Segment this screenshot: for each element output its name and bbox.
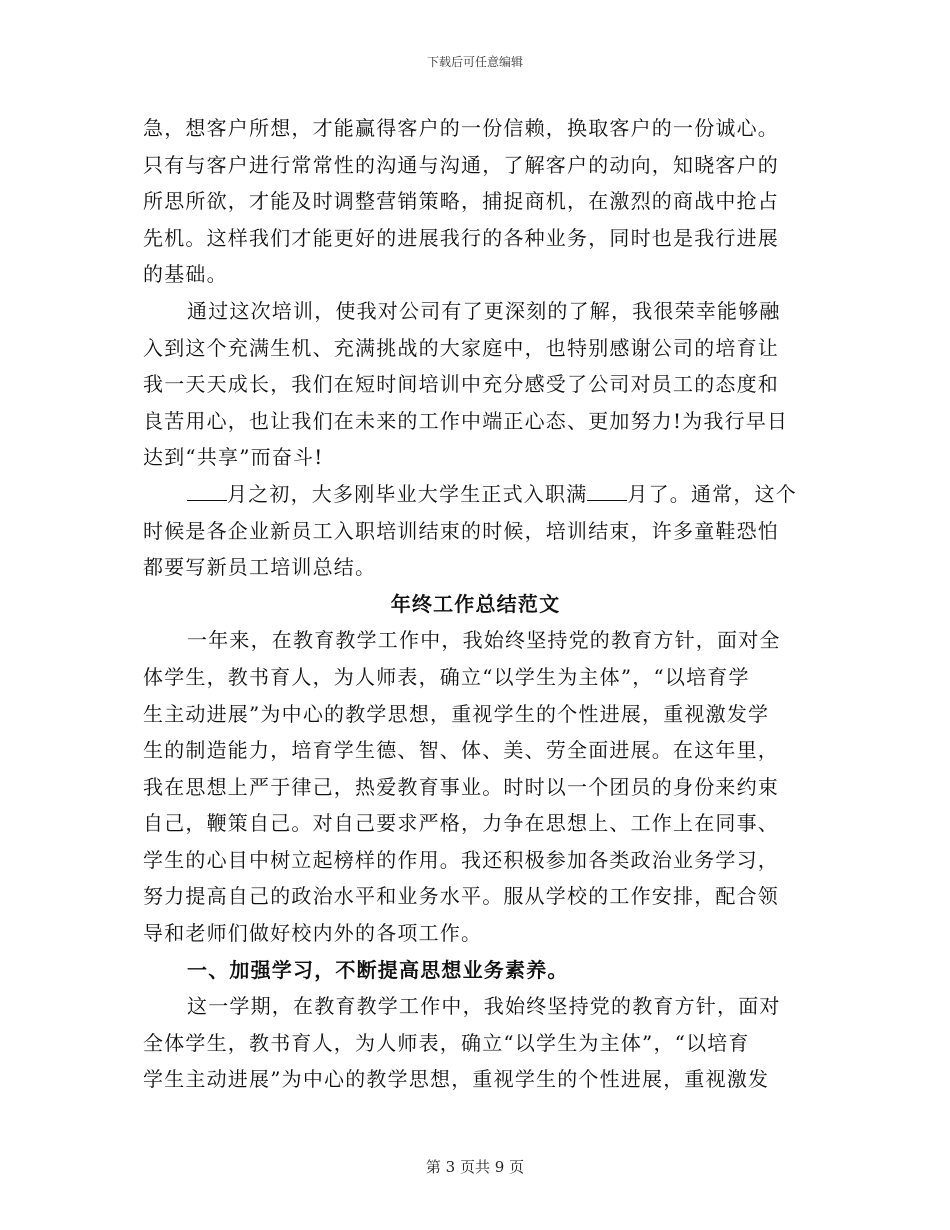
paragraph-line: 只有与客户进行常常性的沟通与沟通，了解客户的动向，知晓客户的 [143, 152, 779, 177]
document-body [143, 110, 808, 1098]
paragraph-line: 的基础。 [143, 262, 228, 287]
paragraph-line: 学生主动进展”为中心的教学思想，重视学生的个性进展，重视激发 [143, 1067, 770, 1092]
paragraph-line: 时候是各企业新员工入职培训结束的时候，培训结束，许多童鞋恐怕 [143, 518, 779, 543]
paragraph-line: 努力提高自己的政治水平和业务水平。服从学校的工作安排，配合领 [143, 884, 779, 909]
paragraph-line: 我一天天成长，我们在短时间培训中充分感受了公司对员工的态度和 [143, 372, 779, 397]
paragraph-line: 一年来，在教育教学工作中，我始终坚持党的教育方针，面对全 [187, 628, 781, 653]
paragraph-line: 良苦用心，也让我们在未来的工作中端正心态、更加努力!为我行早日 [143, 408, 789, 433]
paragraph-line: 这一学期，在教育教学工作中，我始终坚持党的教育方针，面对 [187, 994, 781, 1019]
paragraph-line [143, 476, 808, 513]
paragraph-line: 我在思想上严于律己，热爱教育事业。时时以一个团员的身份来约束 [143, 774, 779, 799]
paragraph-line: 先机。这样我们才能更好的进展我行的各种业务，同时也是我行进展 [143, 225, 779, 250]
section-heading: 一、加强学习，不断提高思想业务素养。 [187, 957, 569, 982]
blank-text: 月之初，大多刚毕业大学生正式入职满 [227, 481, 588, 506]
blank-text: 月了。通常，这个 [627, 481, 798, 506]
paragraph-line: 学生的心目中树立起榜样的作用。我还积极参加各类政治业务学习， [143, 847, 779, 872]
fill-blank [187, 478, 227, 501]
paragraph-line: 生的制造能力，培育学生德、智、体、美、劳全面进展。在这年里， [143, 738, 779, 763]
paragraph-line: 自己，鞭策自己。对自己要求严格，力争在思想上、工作上在同事、 [143, 811, 779, 836]
section-title: 年终工作总结范文 [390, 591, 561, 616]
paragraph-line: 生主动进展”为中心的教学思想，重视学生的个性进展，重视激发学 [143, 701, 770, 726]
paragraph-line: 导和老师们做好校内外的各项工作。 [143, 921, 483, 946]
paragraph-line: 急，想客户所想，才能赢得客户的一份信赖，换取客户的一份诚心。 [143, 116, 779, 140]
paragraph-line: 全体学生，教书育人，为人师表，确立“以学生为主体”，“以培育 [143, 1030, 750, 1055]
paragraph-line: 入到这个充满生机、充满挑战的大家庭中，也特别感谢公司的培育让 [143, 335, 779, 360]
page-header: 下载后可任意编辑 [426, 55, 523, 69]
paragraph-line: 所思所欲，才能及时调整营销策略，捕捉商机，在激烈的商战中抢占 [143, 189, 779, 214]
paragraph-line: 都要写新员工培训总结。 [143, 555, 377, 580]
fill-blank [587, 478, 627, 501]
paragraph-line: 通过这次培训，使我对公司有了更深刻的了解，我很荣幸能够融 [187, 298, 781, 323]
page-footer: 第 3 页共 9 页 [425, 1158, 525, 1176]
paragraph-line: 达到“共享”而奋斗! [143, 445, 324, 470]
paragraph-line: 体学生，教书育人，为人师表，确立“以学生为主体”，“以培育学 [143, 664, 750, 689]
